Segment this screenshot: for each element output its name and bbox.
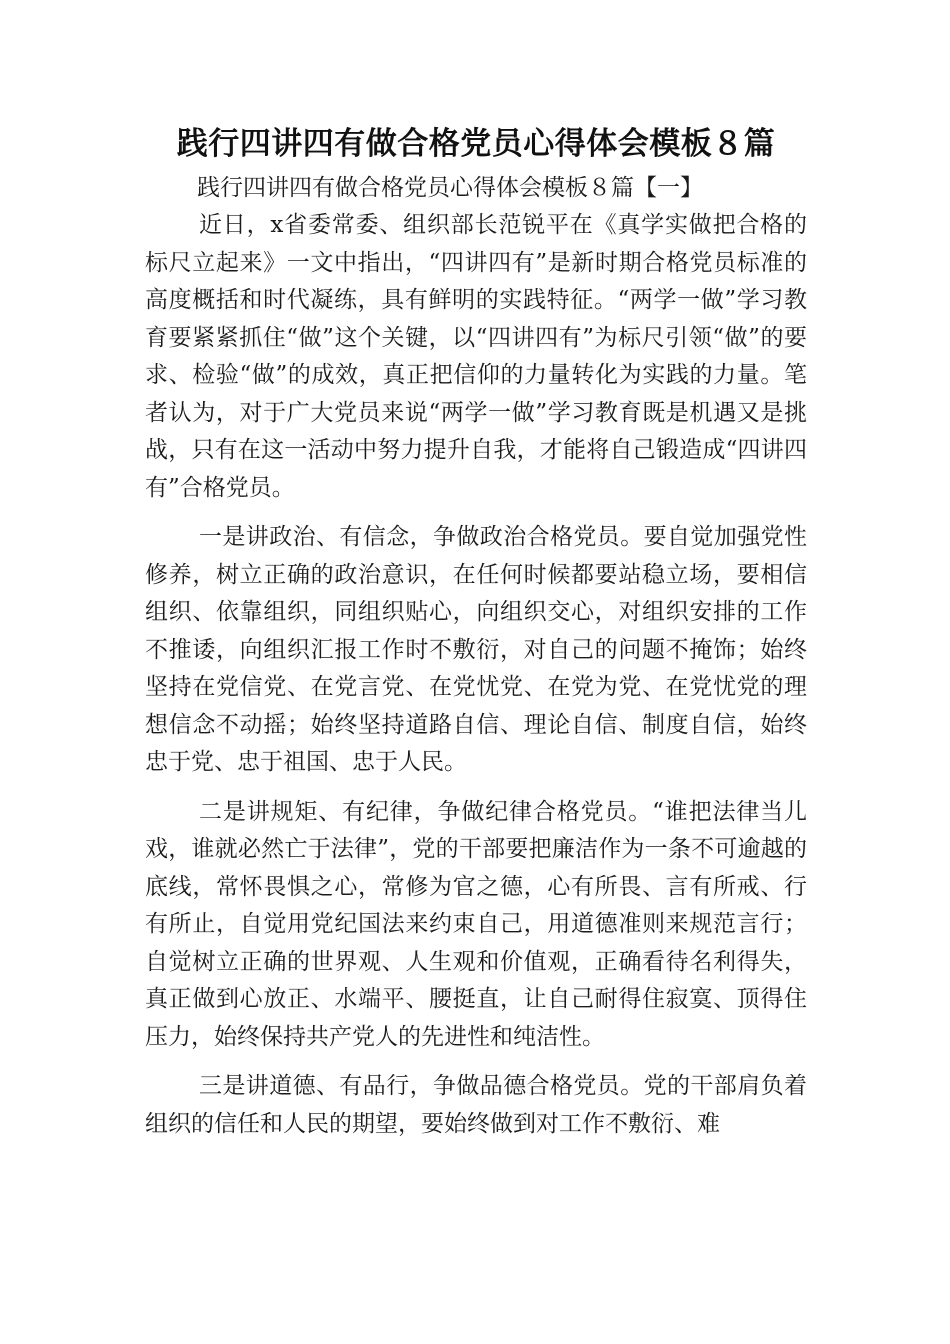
paragraph-politics: 一是讲政治、有信念，争做政治合格党员。要自觉加强党性修养，树立正确的政治意识，在任何时候都要站稳立场，要相信组织、依靠组织，同组织贴心，向组织交心，对组织安排的工作不推诿，向组织汇报工作时不敷衍，对自己的问题不掩饰；始终坚持在党信党、在党言党、在党忧党、在党为党、在党忧党的理想信念不动摇；始终坚持道路自信、理论自信、制度自信，始终忠于党、忠于祖国、忠于人民。 xyxy=(145,524,807,775)
paragraph-discipline: 二是讲规矩、有纪律，争做纪律合格党员。“谁把法律当儿戏，谁就必然亡于法律”，党的干部要把廉洁作为一条不可逾越的底线，常怀畏惧之心，常修为官之德，心有所畏、言有所戒、行有所止，自觉用党纪国法来约束自己，用道德准则来规范言行；自觉树立正确的世界观、人生观和价值观，正确看待名利得失，真正做到心放正、水端平、腰挺直，让自己耐得住寂寞、顶得住压力，始终保持共产党人的先进性和纯洁性。 xyxy=(145,798,807,1050)
document-title: 践行四讲四有做合格党员心得体会模板８篇 xyxy=(176,126,776,162)
paragraph-intro: 近日，x省委常委、组织部长范锐平在《真学实做把合格的标尺立起来》一文中指出，“四讲四有”是新时期合格党员标准的高度概括和时代凝练，具有鲜明的实践特征。“两学一做”学习教育要紧紧抓住“做”这个关键，以“四讲四有”为标尺引领“做”的要求、检验“做”的成效，真正把信仰的力量转化为实践的力量。笔者认为，对于广大党员来说“两学一做”学习教育既是机遇又是挑战，只有在这一活动中努力提升自我，才能将自己锻造成“四讲四有”合格党员。 xyxy=(145,212,807,501)
paragraph-morality: 三是讲道德、有品行，争做品德合格党员。党的干部肩负着组织的信任和人民的期望，要始终做到对工作不敷衍、难 xyxy=(145,1073,807,1137)
document-subtitle: 践行四讲四有做合格党员心得体会模板８篇【一】 xyxy=(197,175,703,201)
document-page xyxy=(145,118,807,1155)
